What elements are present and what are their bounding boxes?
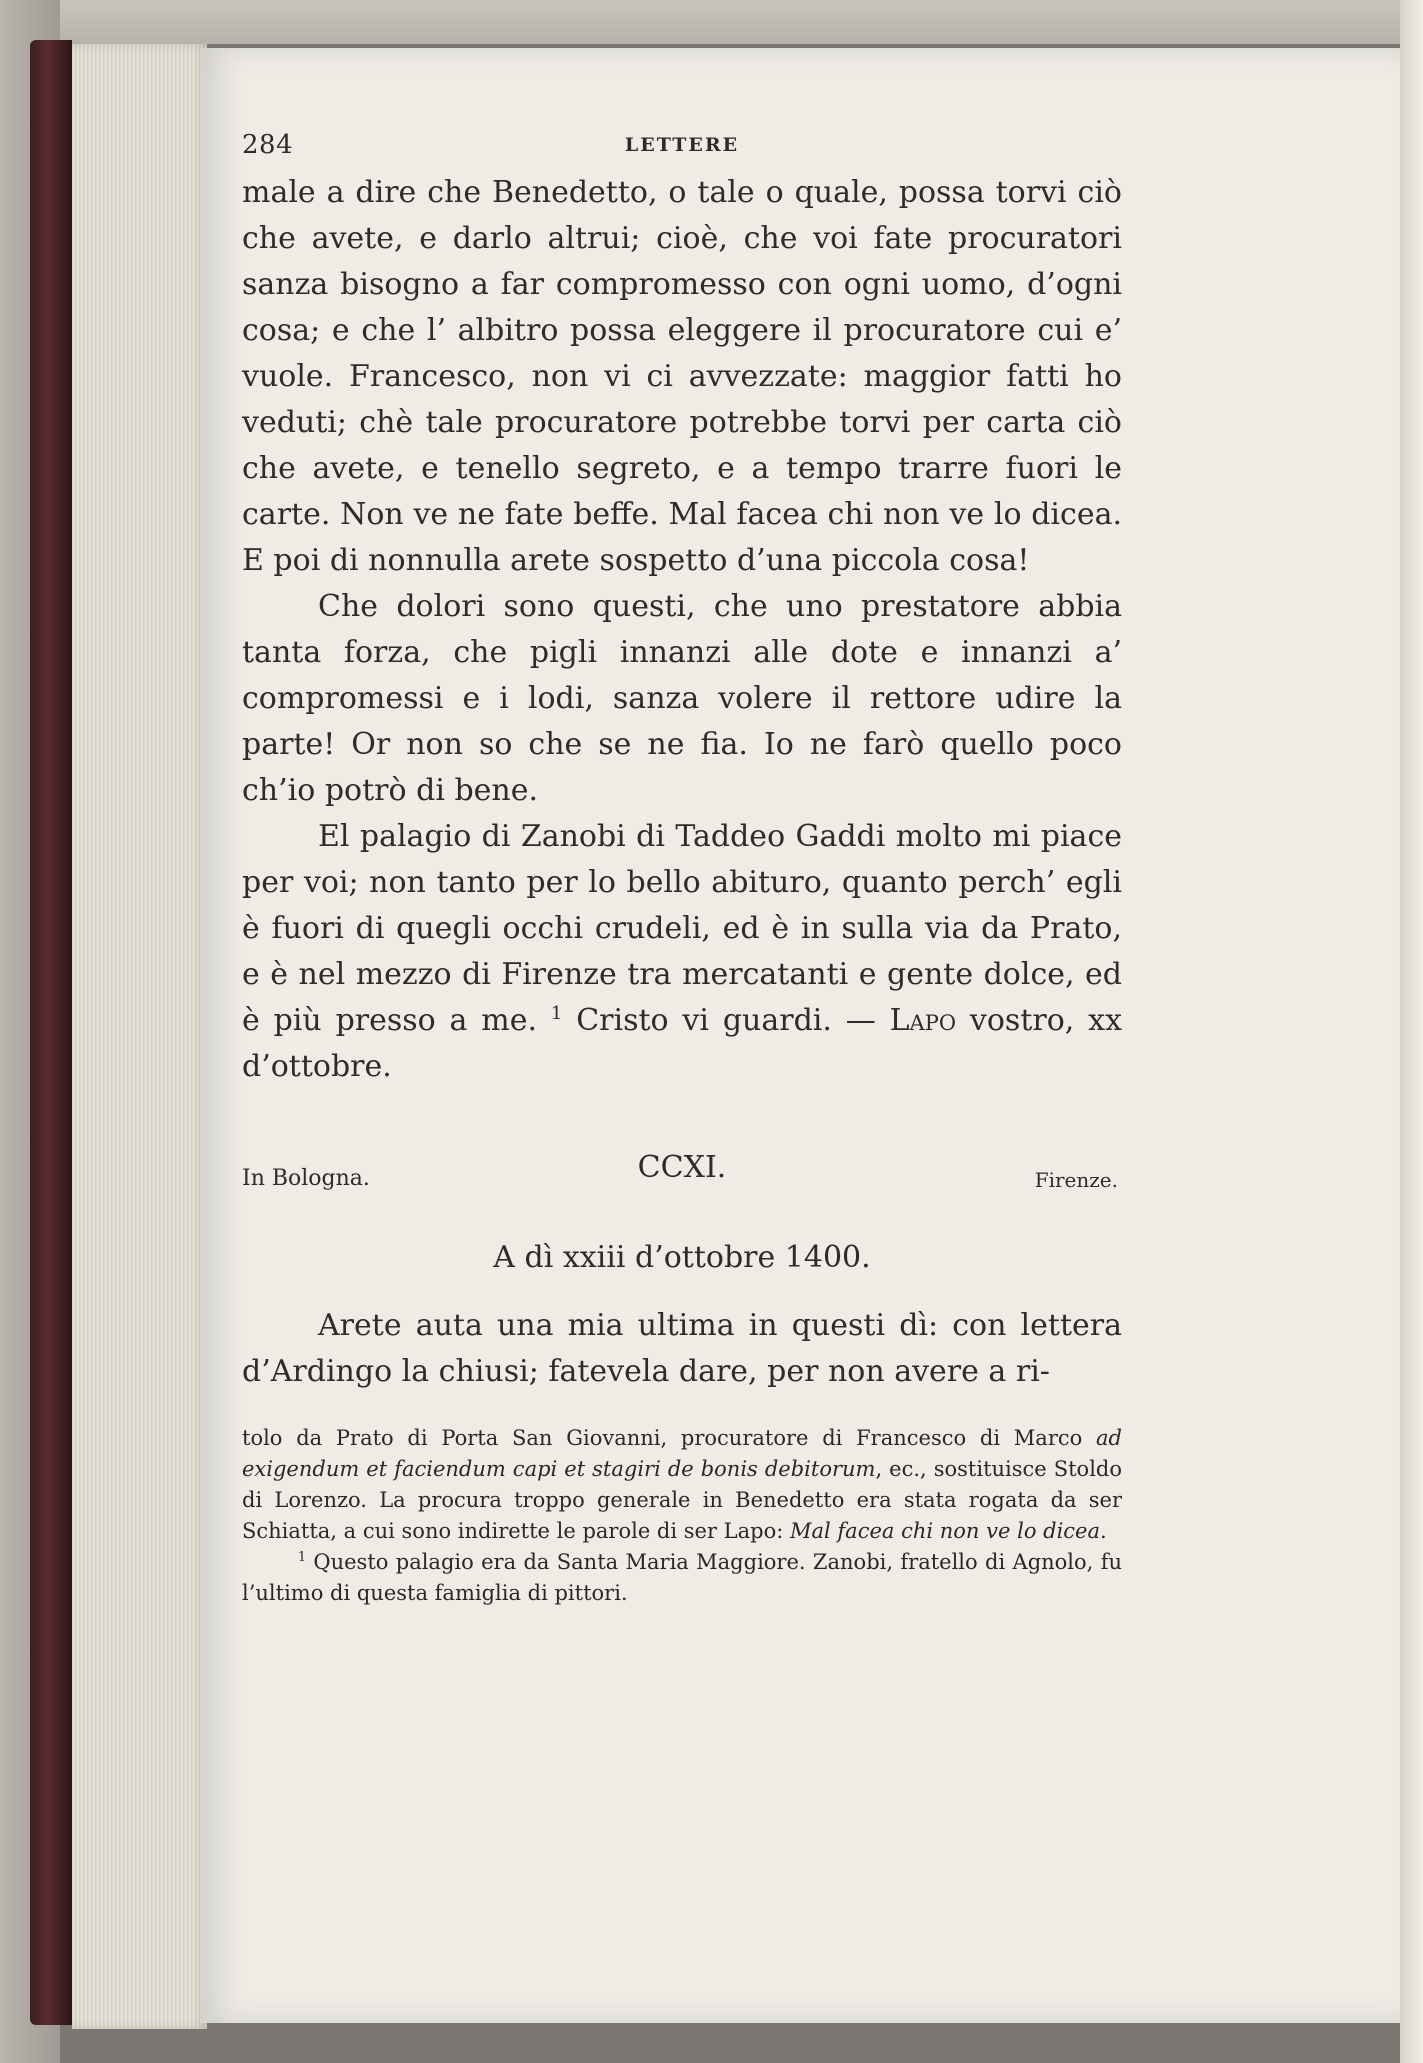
letter-body bbox=[242, 170, 1122, 1090]
facing-page-edge bbox=[1400, 0, 1423, 2063]
book-cover-edge bbox=[30, 40, 72, 2025]
page-number: 284 bbox=[242, 130, 294, 160]
paragraph-2: Che dolori sono questi, che uno prestatore abbia tanta forza, che pigli innanzi alle dote e innanzi a’ compromessi e i lodi, sanza volere il rettore udire la parte! Or non so che se ne fia. Io ne farò quello poco ch’io potrò di bene. bbox=[242, 589, 1122, 808]
footnote-1-text: Questo palagio era da Santa Maria Maggiore. Zanobi, fratello di Agnolo, fu l’ultimo di questa famiglia di pittori. bbox=[242, 1550, 1122, 1605]
dateline: A dì xxiii d’ottobre 1400. bbox=[493, 1240, 871, 1275]
footnote-continuation bbox=[242, 1423, 1122, 1547]
footnotes bbox=[242, 1423, 1122, 1609]
footnote-1-marker: 1 bbox=[298, 1549, 307, 1564]
letter-origin: In Bologna. bbox=[242, 1166, 370, 1191]
paragraph-3-text: El palagio di Zanobi di Taddeo Gaddi molto mi piace per voi; non tanto per lo bello abituro, quanto perch’ egli è fuori di quegli occhi crudeli, ed è in sulla via da Prato, e è nel mezzo di Firenze tra mercatanti e gente dolce, ed è più presso a me. bbox=[242, 819, 1122, 1038]
running-title: LETTERE bbox=[624, 134, 740, 156]
page-stack-edge bbox=[72, 44, 207, 2029]
footnote-a-text-1: tolo da Prato di Porta San Giovanni, procuratore di Francesco di Marco bbox=[242, 1426, 1083, 1450]
letter-number: CCXI. bbox=[637, 1150, 727, 1185]
paragraph-3-closing: Cristo vi guardi. — bbox=[562, 1003, 876, 1038]
paragraph-3 bbox=[242, 814, 1122, 1090]
footnote-a-italic-1: ad exigendum et faciendum capi et stagiri de bonis debitorum bbox=[242, 1426, 1122, 1481]
page-content bbox=[242, 130, 1122, 1609]
letter-opening bbox=[242, 1303, 1122, 1395]
footnote-a-text-2: , ec., sostituisce Stoldo di Lorenzo. La procura troppo generale in Benedetto era stata rogata da ser Schiatta, a cui sono indirette le parole di ser Lapo: bbox=[242, 1457, 1123, 1543]
letter-header bbox=[242, 1150, 1122, 1210]
letter-date: vostro, xx d’ottobre. bbox=[242, 1003, 1123, 1084]
running-head bbox=[242, 130, 1122, 170]
opening-paragraph: Arete auta una mia ultima in questi dì: con lettera d’Ardingo la chiusi; fatevela dare, per non avere a ri- bbox=[242, 1308, 1122, 1389]
footnote-reference: 1 bbox=[550, 1003, 563, 1024]
backdrop-top bbox=[0, 0, 1423, 44]
paragraph-1: male a dire che Benedetto, o tale o quale, possa torvi ciò che avete, e darlo altrui; cioè, che voi fate procuratori sanza bisogno a far compromesso con ogni uomo, d’ogni cosa; e che l’ albitro possa eleggere il procuratore cui e’ vuole. Francesco, non vi ci avvezzate: maggior fatti ho veduti; chè tale procuratore potrebbe torvi per carta ciò che avete, e tenello segreto, e a tempo trarre fuori le carte. Non ve ne fate beffe. Mal facea chi non ve lo dicea. E poi di nonnulla arete sospetto d’una piccola cosa! bbox=[242, 175, 1122, 578]
signature: Lapo bbox=[889, 1003, 957, 1038]
letter-destination: Firenze. bbox=[1034, 1168, 1118, 1192]
footnote-a-italic-2: Mal facea chi non ve lo dicea. bbox=[790, 1519, 1107, 1543]
footnote-1 bbox=[242, 1547, 1122, 1609]
